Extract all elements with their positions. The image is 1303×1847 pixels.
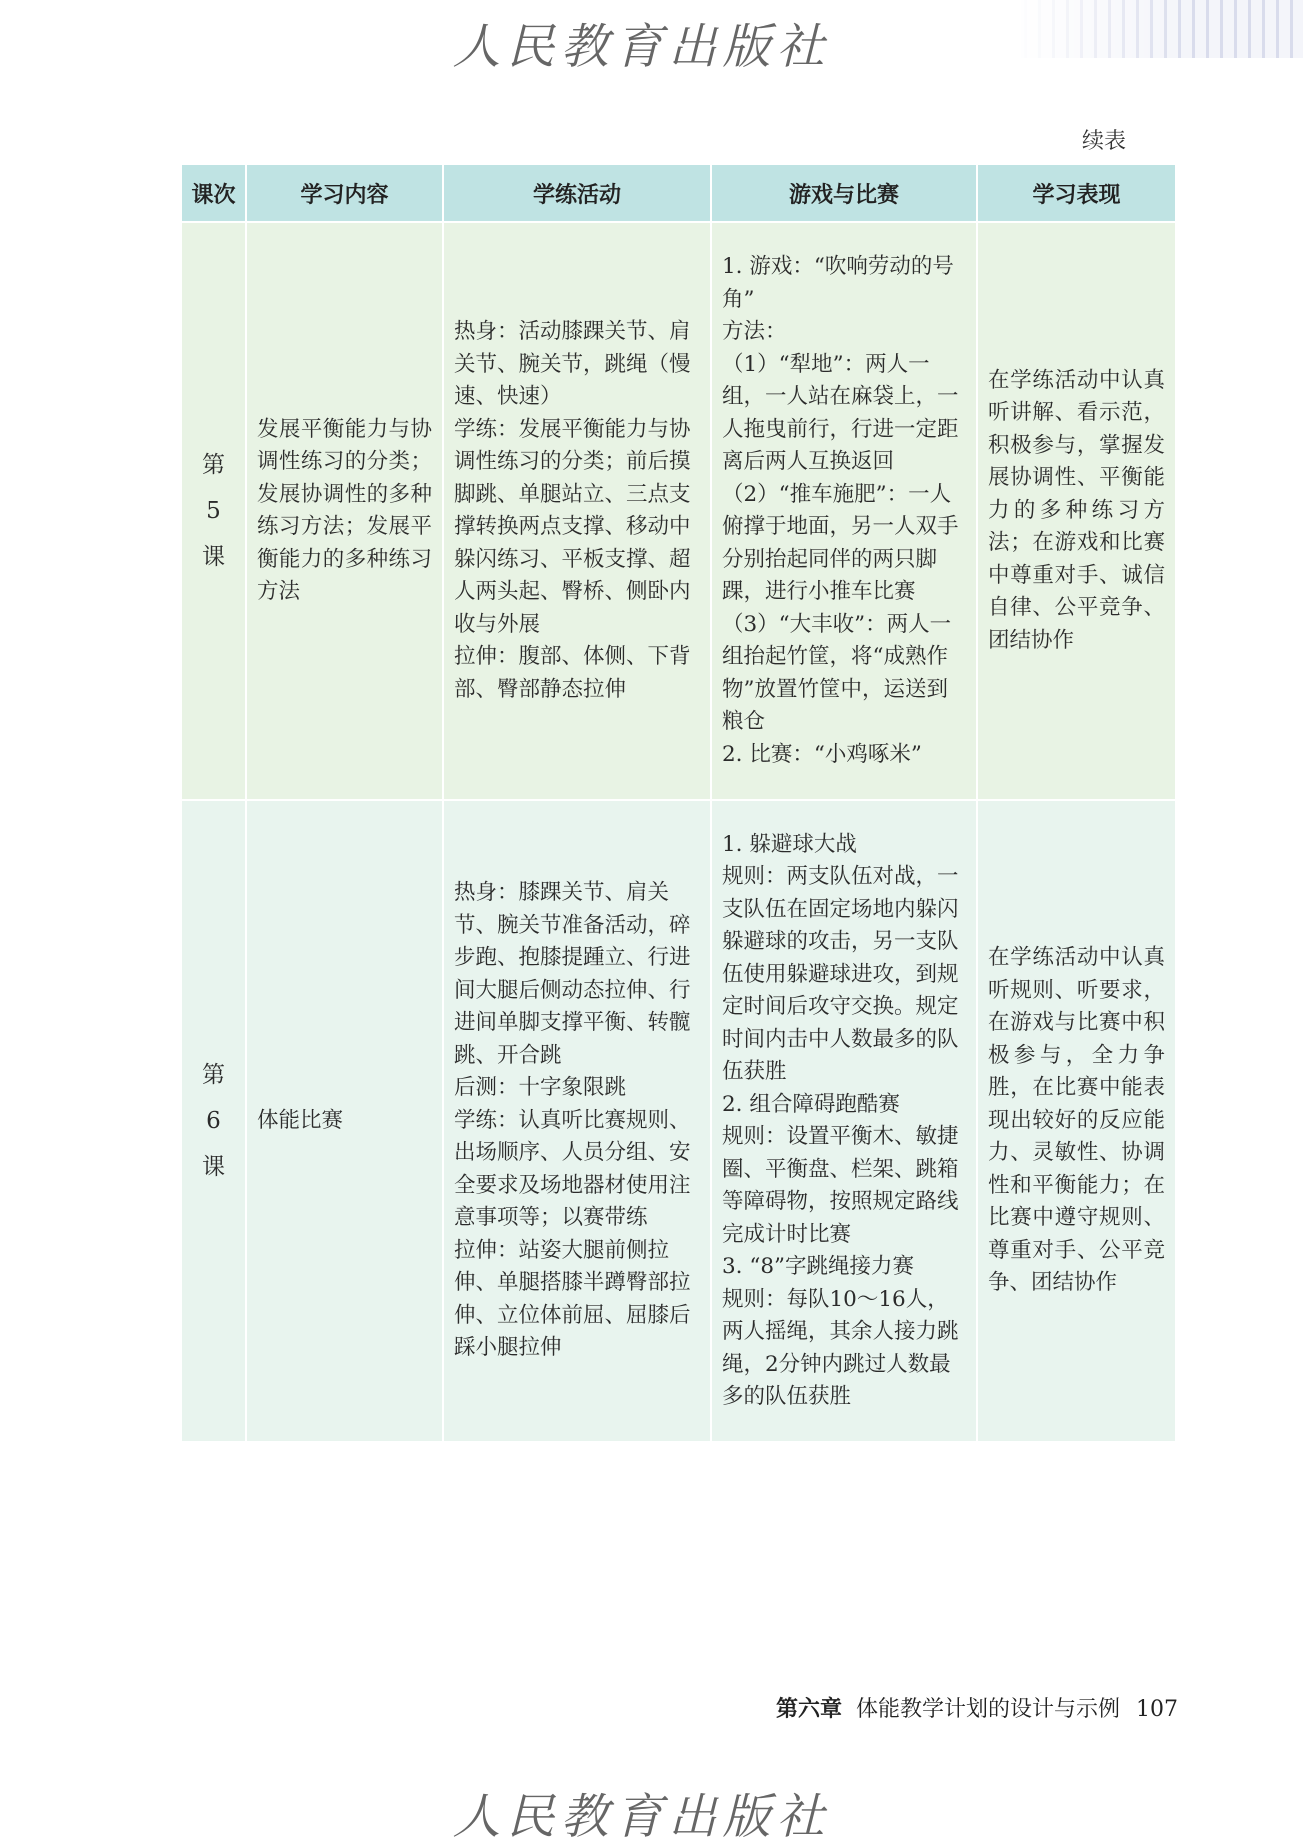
- content-cell: 体能比赛: [246, 800, 443, 1442]
- table-row-lesson-6: [182, 800, 1176, 1442]
- performance-cell: 在学练活动中认真听规则、听要求，在游戏与比赛中积极参与，全力争胜，在比赛中能表现出较好的反应能力、灵敏性、协调性和平衡能力；在比赛中遵守规则、尊重对手、公平竞争、团结协作: [977, 800, 1176, 1442]
- table-row-lesson-5: [182, 222, 1176, 800]
- page-number: 107: [1136, 1697, 1178, 1722]
- lesson-number-cell: 第 6 课: [182, 800, 246, 1442]
- header-activities: 学练活动: [443, 165, 711, 222]
- header-lesson: 课次: [182, 165, 246, 222]
- continued-label: 续表: [1082, 129, 1127, 154]
- header-content: 学习内容: [246, 165, 443, 222]
- header-games: 游戏与比赛: [711, 165, 977, 222]
- footer-chapter: 第六章: [775, 1697, 842, 1722]
- publisher-logo-top: 人民教育出版社: [452, 19, 831, 75]
- lesson-plan-table: [182, 165, 1177, 1443]
- footer-title: 体能教学计划的设计与示例: [855, 1697, 1120, 1722]
- games-cell: 1. 躲避球大战 规则：两支队伍对战，一支队伍在固定场地内躲闪躲避球的攻击，另一支队伍使用躲避球进攻，到规定时间后攻守交换。规定时间内击中人数最多的队伍获胜 2. 组合障碍跑酷赛 规则：设置平衡木、敏捷圈、平衡盘、栏架、跳箱等障碍物，按照规定路线完成计时比赛 3. “8”字跳绳接力赛 规则：每队10～16人，两人摇绳，其余人接力跳绳，2分钟内跳过人数最多的队伍获胜: [711, 800, 977, 1442]
- performance-cell: 在学练活动中认真听讲解、看示范，积极参与，掌握发展协调性、平衡能力的多种练习方法；在游戏和比赛中尊重对手、诚信自律、公平竞争、团结协作: [977, 222, 1176, 800]
- content-cell: 发展平衡能力与协调性练习的分类；发展协调性的多种练习方法；发展平衡能力的多种练习方法: [246, 222, 443, 800]
- activities-cell: 热身：活动膝踝关节、肩关节、腕关节，跳绳（慢速、快速） 学练：发展平衡能力与协调性练习的分类；前后摸脚跳、单腿站立、三点支撑转换两点支撑、移动中躲闪练习、平板支撑、超人两头起、臀桥、侧卧内收与外展 拉伸：腹部、体侧、下背部、臀部静态拉伸: [443, 222, 711, 800]
- table-header-row: [182, 165, 1176, 222]
- page-footer: [0, 1692, 1178, 1723]
- lesson-number-cell: 第 5 课: [182, 222, 246, 800]
- activities-cell: 热身：膝踝关节、肩关节、腕关节准备活动，碎步跑、抱膝提踵立、行进间大腿后侧动态拉伸、行进间单脚支撑平衡、转髋跳、开合跳 后测：十字象限跳 学练：认真听比赛规则、出场顺序、人员分组、安全要求及场地器材使用注意事项等；以赛带练 拉伸：站姿大腿前侧拉伸、单腿搭膝半蹲臀部拉伸、立位体前屈、屈膝后踩小腿拉伸: [443, 800, 711, 1442]
- games-cell: 1. 游戏：“吹响劳动的号角” 方法： （1）“犁地”：两人一组，一人站在麻袋上，一人拖曳前行，行进一定距离后两人互换返回 （2）“推车施肥”：一人俯撑于地面，另一人双手分别抬起同伴的两只脚踝，进行小推车比赛 （3）“大丰收”：两人一组抬起竹筐，将“成熟作物”放置竹筐中，运送到粮仓 2. 比赛：“小鸡啄米”: [711, 222, 977, 800]
- publisher-logo-bottom: 人民教育出版社: [452, 1789, 831, 1845]
- header-performance: 学习表现: [977, 165, 1176, 222]
